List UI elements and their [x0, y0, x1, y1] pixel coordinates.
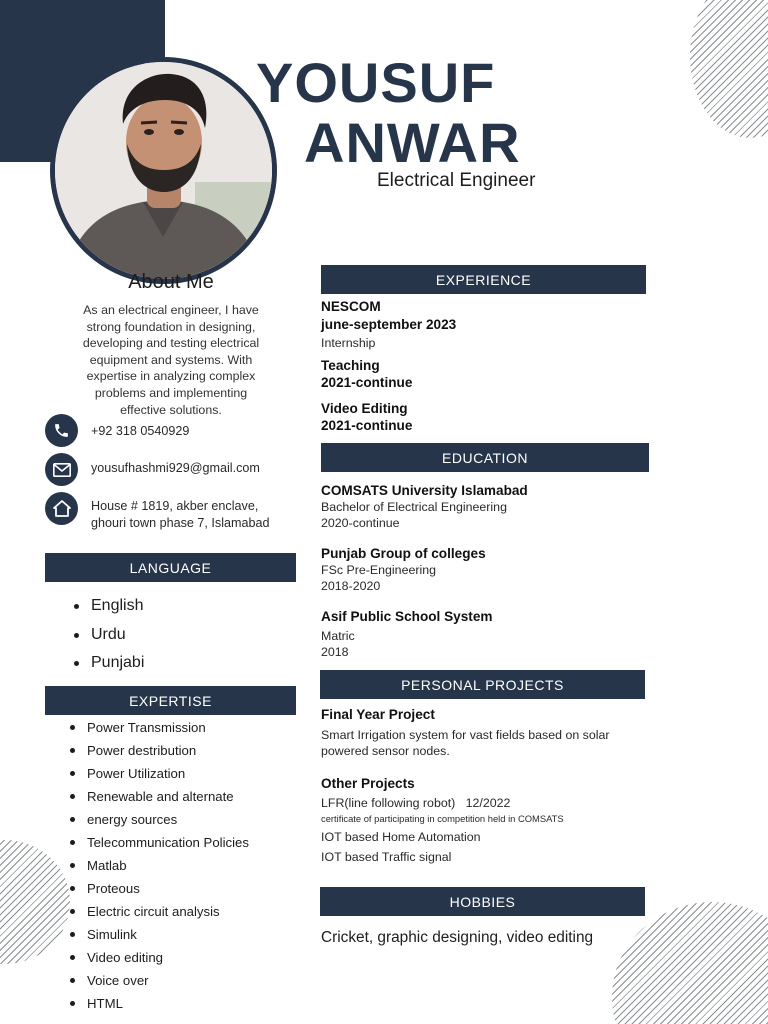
address-line-1: House # 1819, akber enclave,: [91, 499, 259, 513]
experience-org: Video Editing: [321, 401, 408, 416]
profile-portrait: [55, 62, 272, 279]
about-line: strong foundation in designing,: [86, 319, 256, 334]
final-project-title: Final Year Project: [321, 707, 435, 722]
experience-period: 2021-continue: [321, 418, 413, 433]
hatched-circle-bottom-right: [612, 902, 768, 1024]
address-line-2: ghouri town phase 7, Islamabad: [91, 516, 270, 530]
profile-photo: [55, 62, 272, 279]
lfr-certificate-note: certificate of participating in competition held in COMSATS: [321, 813, 564, 824]
list-item: English: [74, 592, 144, 621]
list-item: Power Utilization: [70, 762, 249, 785]
phone-number: +92 318 0540929: [91, 424, 190, 438]
about-line: expertise in analyzing complex: [86, 369, 256, 384]
education-school: COMSATS University Islamabad: [321, 483, 528, 498]
home-icon: [45, 492, 78, 525]
experience-org: NESCOM: [321, 299, 381, 314]
education-heading: EDUCATION: [321, 443, 649, 472]
phone-icon: [45, 414, 78, 447]
hobbies-heading: HOBBIES: [320, 887, 645, 916]
about-line: effective solutions.: [120, 402, 222, 417]
about-line: problems and implementing: [94, 385, 248, 400]
language-list: [74, 592, 144, 678]
name-first: YOUSUF: [256, 51, 496, 114]
education-school: Asif Public School System: [321, 609, 493, 624]
list-item: Punjabi: [74, 649, 144, 678]
hatched-circle-bottom-left: [0, 840, 70, 964]
education-degree: Bachelor of Electrical Engineering: [321, 500, 507, 514]
about-me-heading: About Me: [128, 271, 214, 293]
experience-period: 2021-continue: [321, 375, 413, 390]
list-item: Proteous: [70, 877, 249, 900]
list-item: Renewable and alternate: [70, 785, 249, 808]
lfr-project: LFR(line following robot) 12/2022: [321, 796, 511, 810]
list-item: Matlab: [70, 854, 249, 877]
education-years: 2020-continue: [321, 516, 400, 530]
list-item: energy sources: [70, 808, 249, 831]
profile-photo-frame: [50, 57, 277, 284]
about-line: equipment and systems. With: [89, 352, 253, 367]
experience-org: Teaching: [321, 358, 380, 373]
job-title: Electrical Engineer: [377, 170, 536, 191]
about-line: developing and testing electrical: [82, 336, 260, 351]
address: [91, 498, 270, 532]
name-last: ANWAR: [304, 111, 521, 174]
education-degree: FSc Pre-Engineering: [321, 563, 437, 577]
list-item: Power Transmission: [70, 716, 249, 739]
iot-traffic-project: IOT based Traffic signal: [321, 850, 452, 864]
list-item: Power destribution: [70, 739, 249, 762]
iot-home-project: IOT based Home Automation: [321, 830, 481, 844]
education-degree: Matric: [321, 629, 355, 643]
experience-heading: EXPERIENCE: [321, 265, 646, 294]
mail-icon: [45, 453, 78, 486]
list-item: HTML: [70, 992, 249, 1015]
expertise-heading: EXPERTISE: [45, 686, 296, 715]
list-item: Video editing: [70, 946, 249, 969]
list-item: Electric circuit analysis: [70, 900, 249, 923]
other-projects-title: Other Projects: [321, 776, 415, 791]
experience-period: june-september 2023: [321, 317, 457, 332]
projects-heading: PERSONAL PROJECTS: [320, 670, 645, 699]
expertise-list: [70, 716, 249, 1015]
final-project-desc-2: powered sensor nodes.: [321, 744, 450, 758]
about-me-text: [52, 302, 290, 418]
list-item: Voice over: [70, 969, 249, 992]
education-years: 2018: [321, 645, 349, 659]
about-line: As an electrical engineer, I have: [83, 303, 259, 317]
experience-role: Internship: [321, 336, 376, 350]
email-address: yousufhashmi929@gmail.com: [91, 461, 260, 475]
list-item: Telecommunication Policies: [70, 831, 249, 854]
hobbies-text: Cricket, graphic designing, video editing: [321, 929, 594, 946]
list-item: Simulink: [70, 923, 249, 946]
education-years: 2018-2020: [321, 579, 381, 593]
list-item: Urdu: [74, 621, 144, 650]
language-heading: LANGUAGE: [45, 553, 296, 582]
hatched-circle-top-right: [690, 0, 768, 138]
final-project-desc-1: Smart Irrigation system for vast fields based on solar: [321, 728, 610, 742]
education-school: Punjab Group of colleges: [321, 546, 486, 561]
